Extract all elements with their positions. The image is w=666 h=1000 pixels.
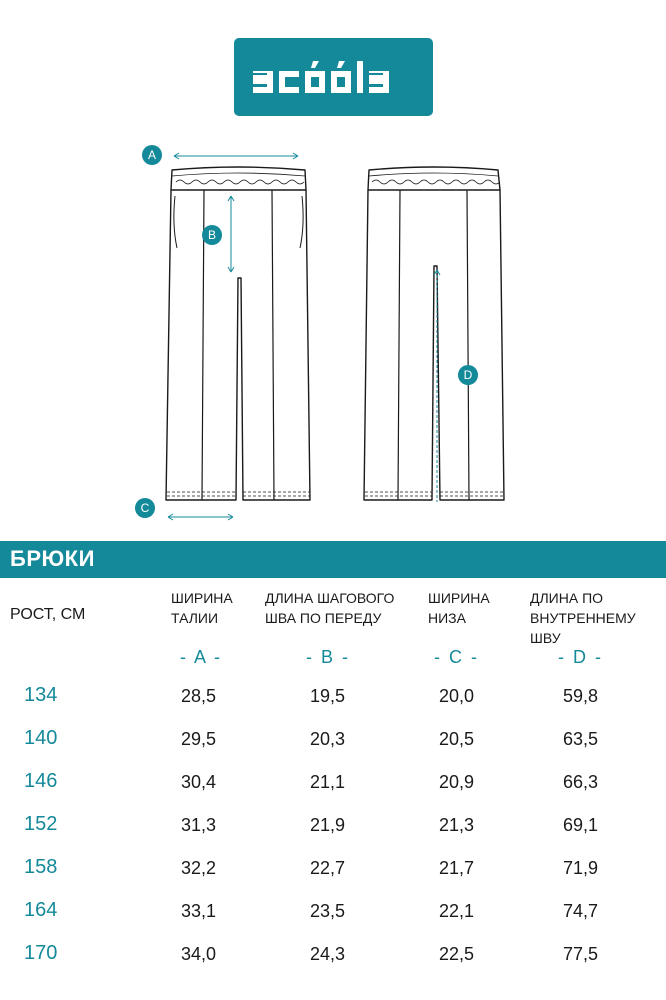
table-cell: 77,5: [563, 944, 599, 964]
column-header-line: ДЛИНА ШАГОВОГО: [265, 590, 395, 606]
column-header-hem-width: [428, 588, 490, 628]
table-cell: 21,3: [439, 815, 475, 835]
column-header-front-inseam: [265, 588, 394, 628]
table-cell: 19,5: [310, 686, 346, 706]
table-cell: 31,3: [181, 815, 217, 835]
column-header-line: ШВА ПО ПЕРЕДУ: [265, 610, 382, 626]
column-code-d: - D -: [558, 647, 603, 667]
table-cell: 20,5: [439, 729, 475, 749]
marker-a-label: A: [147, 148, 157, 162]
table-cell: 21,1: [310, 772, 346, 792]
column-header-line: ДЛИНА ПО: [530, 590, 604, 606]
table-cell: 29,5: [181, 729, 217, 749]
table-cell: 71,9: [563, 858, 599, 878]
marker-c-label: C: [140, 501, 150, 515]
table-cell: 22,7: [310, 858, 346, 878]
table-cell: 28,5: [181, 686, 217, 706]
height-column-header: РОСТ, СМ: [10, 606, 86, 623]
table-cell: 59,8: [563, 686, 599, 706]
table-cell: 22,5: [439, 944, 475, 964]
column-header-line: НИЗА: [428, 610, 466, 626]
column-code-a: - A -: [180, 647, 223, 667]
table-cell: 21,7: [439, 858, 475, 878]
column-header-line: ТАЛИИ: [171, 610, 219, 626]
marker-d: [458, 365, 478, 385]
marker-a: [142, 145, 162, 165]
trousers-technical-drawing: [0, 130, 666, 530]
marker-c: [135, 498, 155, 518]
table-cell: 23,5: [310, 901, 346, 921]
table-cell: 20,9: [439, 772, 475, 792]
table-cell: 21,9: [310, 815, 346, 835]
trousers-back-view: [364, 167, 504, 500]
marker-b: [202, 225, 222, 245]
table-cell: 32,2: [181, 858, 217, 878]
brand-wordmark: [249, 57, 419, 97]
table-cell: 20,3: [310, 729, 346, 749]
row-height: 158: [24, 856, 58, 878]
table-cell: 24,3: [310, 944, 346, 964]
column-header-line: ШИРИНА: [171, 590, 233, 606]
table-cell: 20,0: [439, 686, 475, 706]
table-cell: 63,5: [563, 729, 599, 749]
table-cell: 66,3: [563, 772, 599, 792]
row-height: 152: [24, 813, 58, 835]
table-cell: 69,1: [563, 815, 599, 835]
column-header-inseam-length: [530, 588, 666, 648]
column-header-line: ШИРИНА: [428, 590, 490, 606]
row-height: 140: [24, 727, 58, 749]
table-cell: 33,1: [181, 901, 217, 921]
trousers-front-view: [166, 167, 310, 500]
section-title: БРЮКИ: [10, 546, 95, 571]
row-height: 146: [24, 770, 58, 792]
brand-logo: [234, 38, 433, 116]
column-header-line: ВНУТРЕННЕМУ ШВУ: [530, 610, 636, 646]
row-height: 164: [24, 899, 58, 921]
column-code-b: - B -: [306, 647, 350, 667]
table-cell: 30,4: [181, 772, 217, 792]
marker-d-label: D: [463, 368, 473, 382]
table-cell: 34,0: [181, 944, 217, 964]
column-header-waist: [171, 588, 233, 628]
row-height: 134: [24, 684, 58, 706]
section-header-bar: [0, 541, 666, 578]
row-height: 170: [24, 942, 58, 964]
table-cell: 74,7: [563, 901, 599, 921]
marker-b-label: B: [207, 228, 217, 242]
column-code-c: - C -: [434, 647, 479, 667]
table-cell: 22,1: [439, 901, 475, 921]
